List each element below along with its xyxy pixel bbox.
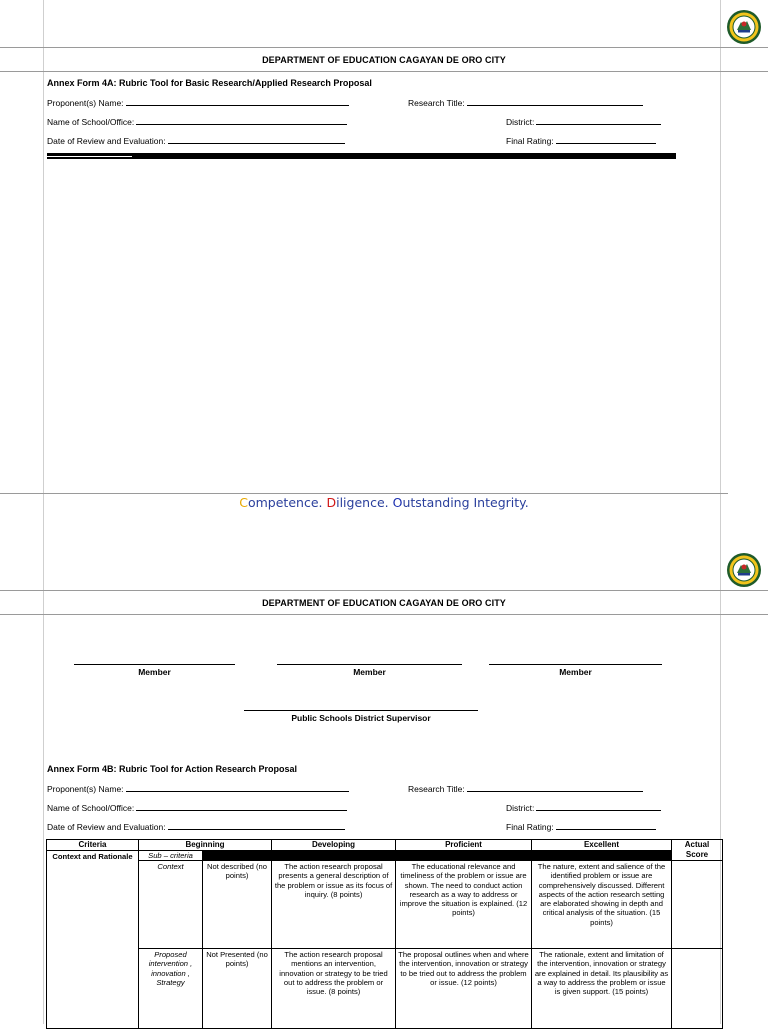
beginning-cell: Not described (no points)	[203, 861, 272, 949]
sub-criterion-cell: Context	[139, 861, 203, 949]
left-margin-line	[43, 0, 44, 1024]
signature-line-member-2	[277, 664, 462, 665]
research-title-field[interactable]: Research Title:	[408, 97, 643, 108]
header-bottom-line	[0, 614, 768, 615]
final-rating-field[interactable]: Final Rating:	[506, 821, 656, 832]
final-rating-field[interactable]: Final Rating:	[506, 135, 656, 146]
member-label: Member	[353, 667, 386, 677]
criterion-cell: Context and Rationale	[47, 850, 139, 1028]
header-proficient: Proficient	[396, 840, 532, 851]
header-top-line	[0, 47, 768, 48]
district-field[interactable]: District:	[506, 116, 661, 127]
signature-line-member-3	[489, 664, 662, 665]
proficient-cell: The proposal outlines when and where the intervention, innovation or strategy to be tried out to address the problem or issue. (12 points)	[396, 949, 532, 1029]
supervisor-label: Public Schools District Supervisor	[291, 713, 431, 723]
header-top-line	[0, 590, 768, 591]
date-field[interactable]: Date of Review and Evaluation:	[47, 821, 345, 832]
school-field[interactable]: Name of School/Office:	[47, 116, 347, 127]
date-field[interactable]: Date of Review and Evaluation:	[47, 135, 345, 146]
table-header-row	[47, 840, 723, 851]
proponent-field[interactable]: Proponent(s) Name:	[47, 783, 349, 794]
school-field[interactable]: Name of School/Office:	[47, 802, 347, 813]
research-title-field[interactable]: Research Title:	[408, 783, 643, 794]
district-field[interactable]: District:	[506, 802, 661, 813]
proficient-cell: The educational relevance and timeliness of the problem or issue are shown. The need to conduct action research as a way to address or improve the situation is explained. (12 points)	[396, 861, 532, 949]
annex-4b-title: Annex Form 4B: Rubric Tool for Action Research Proposal	[47, 764, 298, 774]
signature-line-member-1	[74, 664, 235, 665]
header-criteria: Criteria	[47, 840, 139, 851]
short-underline	[47, 156, 132, 157]
header-actual-score: Actual Score	[672, 840, 723, 861]
developing-cell: The action research proposal presents a general description of the problem or issue as its focus of inquiry. (8 points)	[272, 861, 396, 949]
beginning-cell: Not Presented (no points)	[203, 949, 272, 1029]
table-row	[47, 861, 723, 949]
excellent-cell: The rationale, extent and limitation of the intervention, innovation or strategy are explained in detail. Its plausibility as a way to address the problem or issue is given support. (15 points)	[532, 949, 672, 1029]
footer-line	[0, 493, 728, 494]
deped-seal-icon	[726, 9, 762, 45]
table-subheader-row	[47, 850, 723, 860]
developing-cell: The action research proposal mentions an intervention, innovation or strategy to be tried out to address the problem or issue. (8 points)	[272, 949, 396, 1029]
sub-criteria-label: Sub – criteria	[139, 850, 203, 860]
actual-score-cell[interactable]	[672, 861, 723, 949]
header-excellent: Excellent	[532, 840, 672, 851]
excellent-cell: The nature, extent and salience of the identified problem or issue are comprehensively discussed. Different aspects of the action research setting are elaborated showing in depth and critical analysis of the situation. (15 points)	[532, 861, 672, 949]
department-heading: DEPARTMENT OF EDUCATION CAGAYAN DE ORO CITY	[262, 55, 506, 65]
annex-4a-title: Annex Form 4A: Rubric Tool for Basic Research/Applied Research Proposal	[47, 78, 372, 88]
black-band	[203, 850, 672, 860]
deped-seal-icon	[726, 552, 762, 588]
member-label: Member	[559, 667, 592, 677]
header-developing: Developing	[272, 840, 396, 851]
signature-line-supervisor	[244, 710, 478, 711]
member-label: Member	[138, 667, 171, 677]
header-beginning: Beginning	[139, 840, 272, 851]
actual-score-cell[interactable]	[672, 949, 723, 1029]
header-bottom-line	[0, 71, 768, 72]
thick-divider	[47, 153, 676, 159]
rubric-table	[46, 839, 723, 1029]
proponent-field[interactable]: Proponent(s) Name:	[47, 97, 349, 108]
table-row	[47, 949, 723, 1029]
department-heading: DEPARTMENT OF EDUCATION CAGAYAN DE ORO CITY	[262, 598, 506, 608]
motto: Competence. Diligence. Outstanding Integrity.	[239, 495, 529, 510]
sub-criterion-cell: Proposed intervention , innovation , Strategy	[139, 949, 203, 1029]
